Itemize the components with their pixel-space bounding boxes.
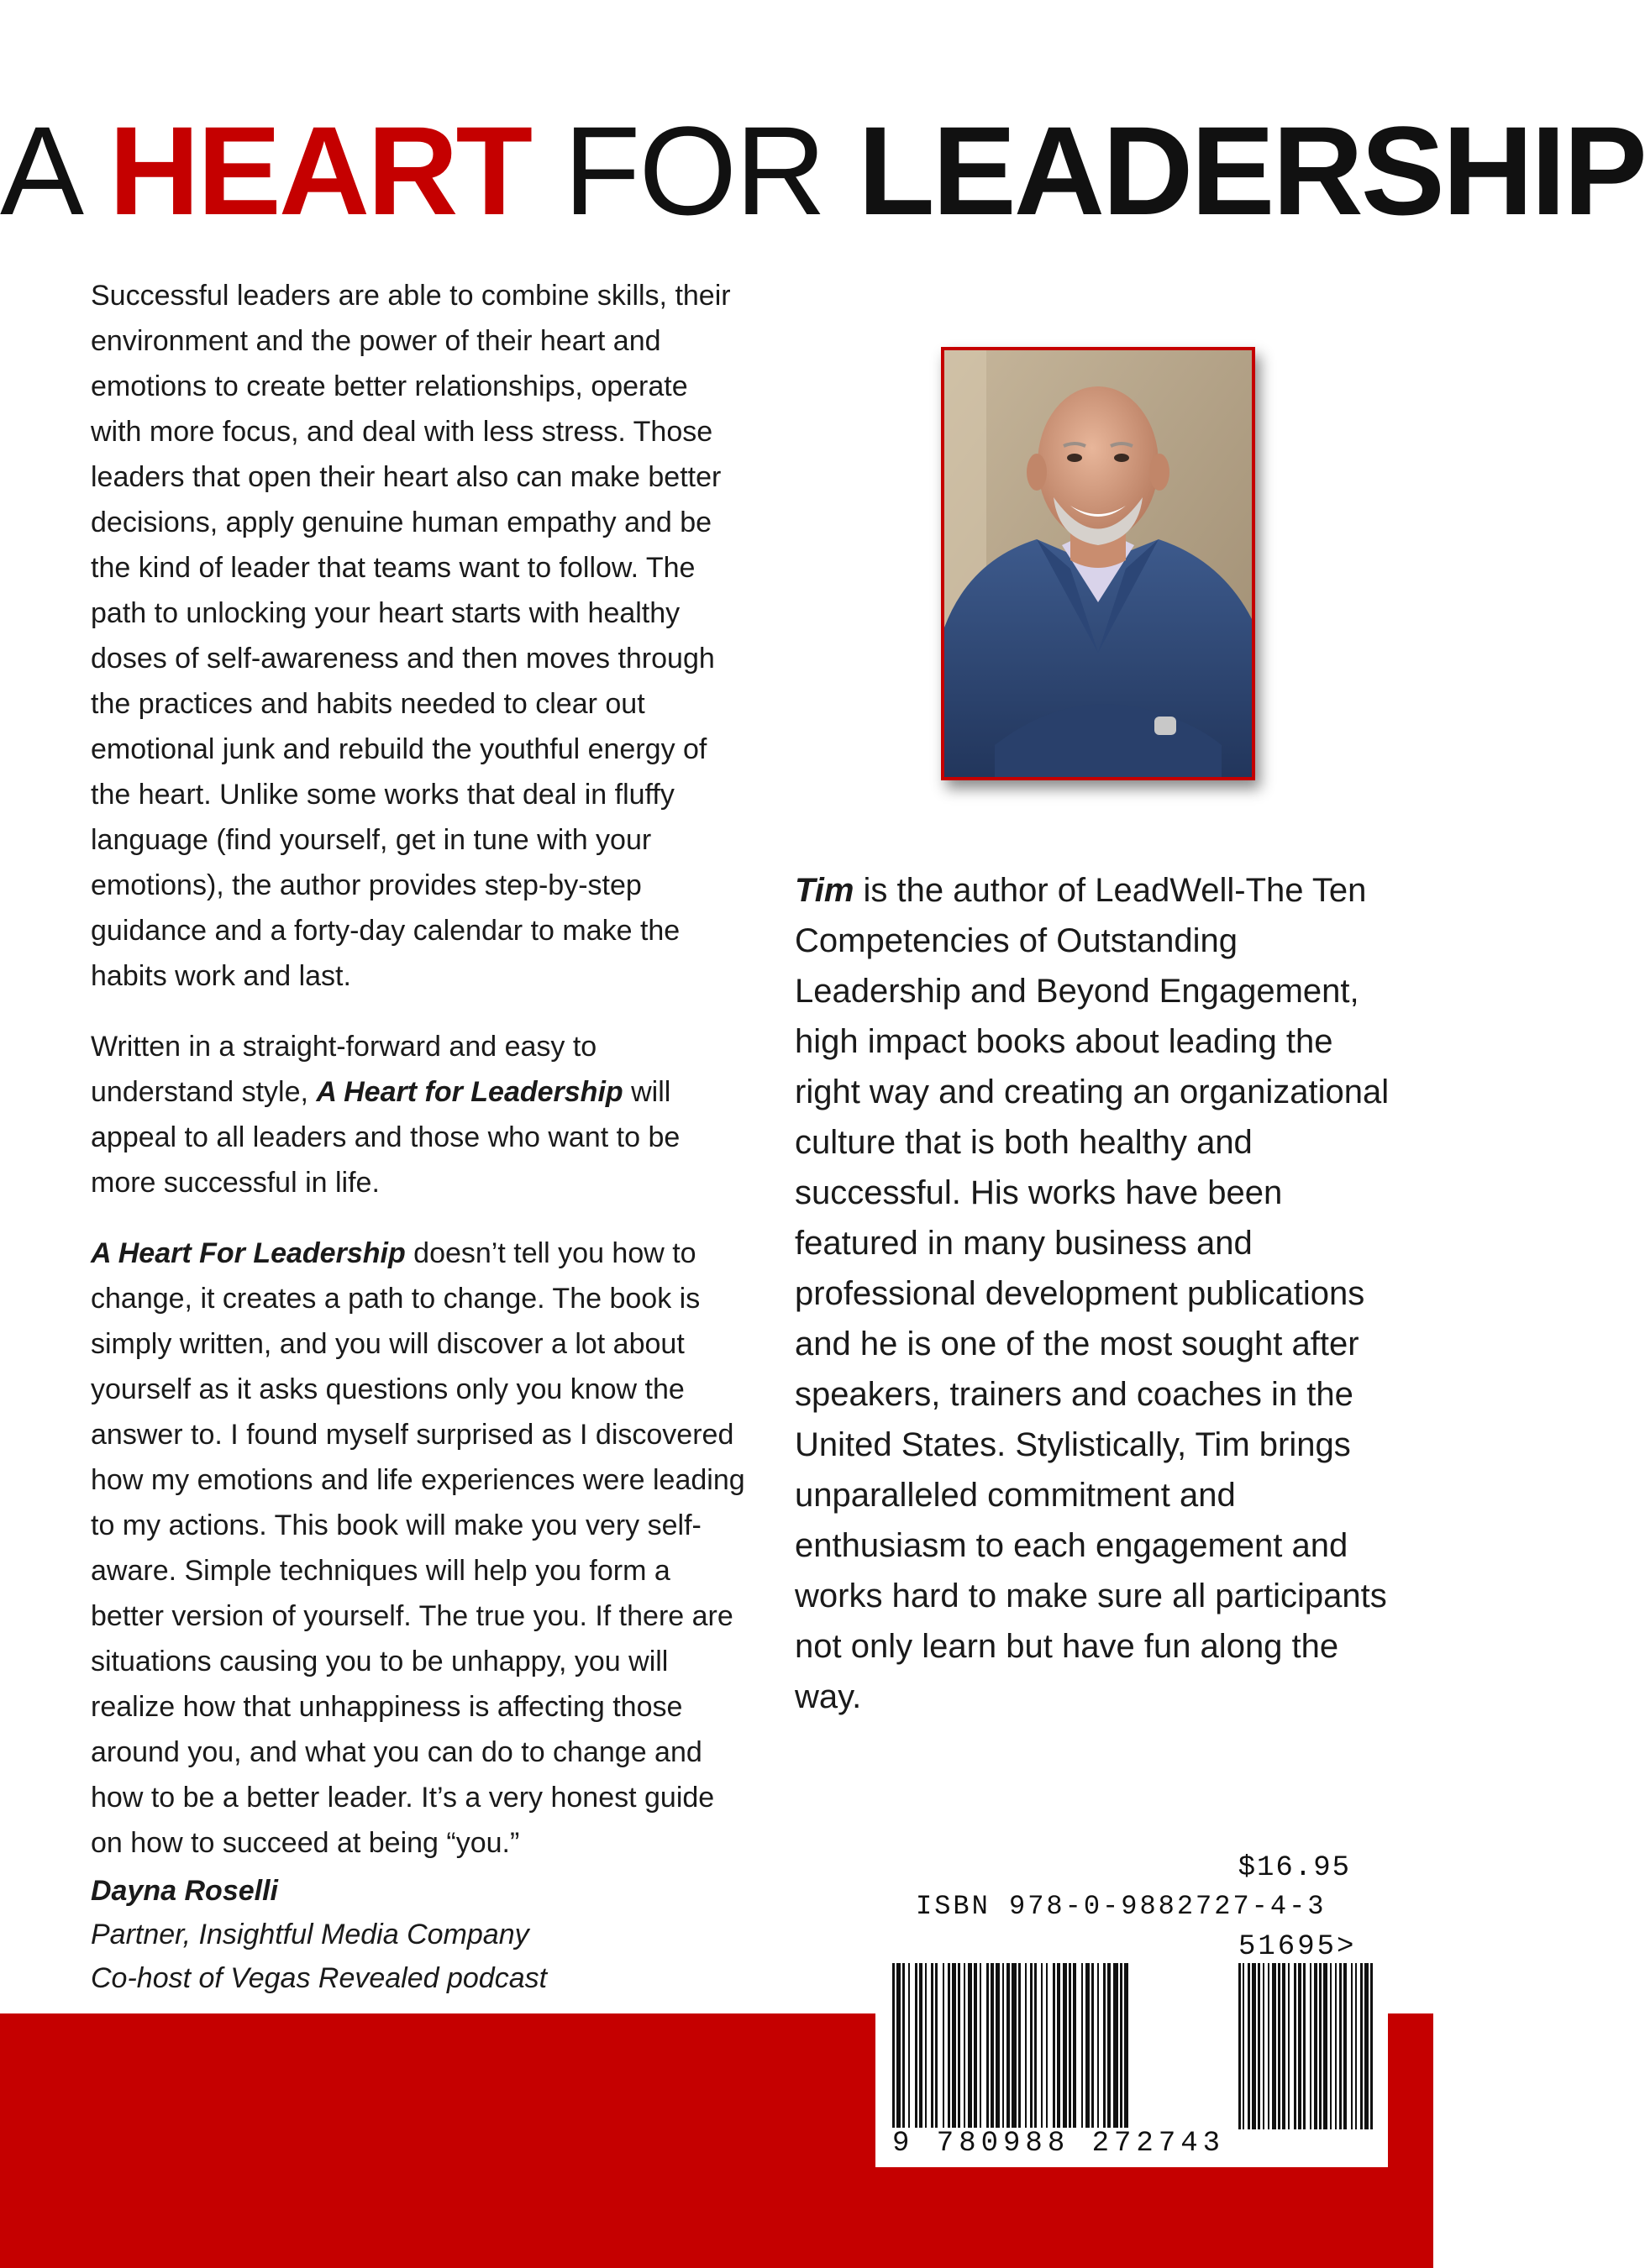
quote-text: doesn’t tell you how to change, it creates a path to change. The book is simply written, and you will discover a lot about yourself as it asks questions only you know the answer to. I found myself surprised as I discovered how my emotions and life experiences were leading to my actions. This book will make you very self-aware. Simple techniques will help you form a better version of yourself. The true you. If there are situations causing you to be unhappy, you will realize how that unhappiness is affecting those around you, and what you can do to change and how to be a better leader. It’s a very honest guide on how to succeed at being “you.” xyxy=(91,1237,745,1859)
author-portrait-image xyxy=(944,350,1252,777)
blurb-p2-lead: Written in a straight-forward and easy to understand style, xyxy=(91,1031,597,1108)
blurb-paragraph-2 xyxy=(91,1024,746,1205)
addon-code: 51695> xyxy=(1238,1931,1357,1963)
blurb-p2-tail: will appeal to all leaders and those who want to be more successful in life. xyxy=(91,1076,681,1199)
testimonial-name: Dayna Roselli xyxy=(91,1875,278,1907)
title-part-heart: HEART xyxy=(108,100,531,241)
isbn-label: ISBN 978-0-9882727-4-3 xyxy=(916,1891,1327,1922)
testimonial-title-2: Co-host of Vegas Revealed podcast xyxy=(91,1962,548,1994)
testimonial-quote xyxy=(91,1231,746,1866)
barcode-panel xyxy=(875,1835,1388,2167)
blurb-p2-book-title: A Heart for Leadership xyxy=(316,1076,623,1108)
blurb-paragraph-1: Successful leaders are able to combine skills, their environment and the power of their heart and emotions to create better relationships, operate with more focus, and deal with less stress. Those leaders that open their heart also can make better decisions, apply genuine human empathy and be the kind of leader that teams want to follow. The path to unlocking your heart starts with healthy doses of self-awareness and then moves through the practices and habits needed to clear out emotional junk and rebuild the youthful energy of the heart. Unlike some works that deal in fluffy language (find yourself, get in tune with your emotions), the author provides step-by-step guidance and a forty-day calendar to make the habits work and last. xyxy=(91,280,731,992)
book-title xyxy=(0,99,1645,242)
title-part-for: FOR xyxy=(530,100,859,241)
barcode-bars xyxy=(892,1963,1380,2129)
title-part-a: A xyxy=(0,100,109,241)
author-name: Tim xyxy=(795,872,854,909)
testimonial-title-1: Partner, Insightful Media Company xyxy=(91,1919,529,1950)
testimonial-signature xyxy=(91,1869,746,2000)
author-photo xyxy=(941,347,1255,780)
price-label: $16.95 xyxy=(1238,1852,1351,1884)
author-bio xyxy=(795,865,1400,1722)
ean-number: 9 780988 272743 xyxy=(892,2128,1230,2160)
author-bio-text: is the author of LeadWell-The Ten Competencies of Outstanding Leadership and Beyond Engagement, high impact books about leading the right way and creating an organizational culture that is both healthy and successful. His works have been featured in many business and professional development publications and he is one of the most sought after speakers, trainers and coaches in the United States. Stylistically, Tim brings unparalleled commitment and enthusiasm to each engagement and works hard to make sure all participants not only learn but have fun along the way. xyxy=(795,872,1390,1715)
book-blurb xyxy=(91,273,746,2000)
title-part-leadership: LEADERSHIP xyxy=(858,100,1645,241)
quote-book-title: A Heart For Leadership xyxy=(91,1237,406,1269)
